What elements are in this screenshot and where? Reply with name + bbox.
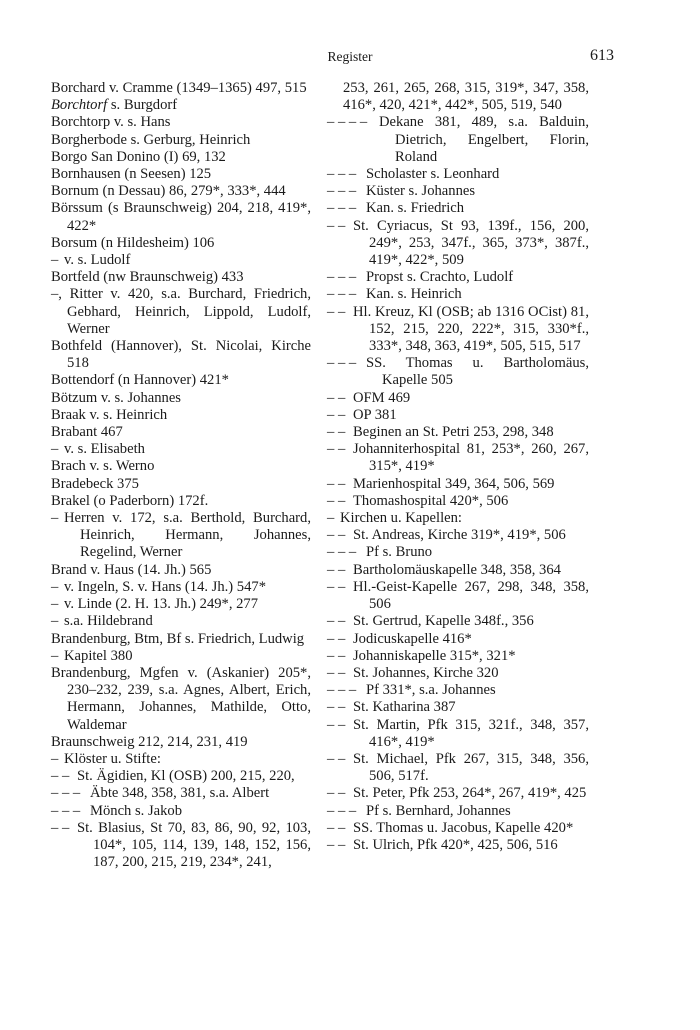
index-entry [51, 803, 311, 820]
entry-text: Thomashospital 420*, 506 [353, 492, 509, 509]
level-dash: – – [327, 613, 346, 630]
entry-text: Jodicuskapelle 416* [353, 630, 472, 647]
entry-text: St. Michael, Pfk 267, 315, 348, 356, 506, 517f. [353, 750, 589, 785]
page-header [0, 47, 700, 67]
entry-text: OP 381 [353, 406, 397, 423]
entry-text: St. Peter, Pfk 253, 264*, 267, 419*, 425 [353, 785, 587, 802]
running-title: Register [327, 49, 373, 64]
entry-text: St. Johannes, Kirche 320 [353, 664, 499, 681]
level-dash: – – [327, 492, 346, 509]
index-entry [51, 183, 311, 200]
index-entry [327, 355, 589, 389]
index-entry [51, 372, 311, 389]
level-dash: – – [327, 699, 346, 716]
index-entry [327, 114, 589, 166]
entry-text: s.a. Hildebrand [64, 613, 153, 630]
entry-text: Propst s. Crachto, Ludolf [366, 269, 514, 286]
entry-text: v. s. Ludolf [64, 252, 131, 269]
entry-text: Hl.-Geist-Kapelle 267, 298, 348, 358, 506 [353, 578, 589, 613]
index-entry [51, 562, 311, 579]
entry-text: Bötzum v. s. Johannes [51, 389, 181, 406]
index-entry [327, 803, 589, 820]
entry-text: Marienhospital 349, 364, 506, 569 [353, 475, 555, 492]
entry-text: Borgo San Donino (I) 69, 132 [51, 148, 226, 165]
entry-text: Johanniterhospital 81, 253*, 260, 267, 315*, 419* [353, 441, 589, 475]
entry-text: Borchard v. Cramme (1349–1365) 497, 515 [51, 80, 307, 96]
entry-text: St. Ulrich, Pfk 420*, 425, 506, 516 [353, 836, 558, 853]
index-entry [51, 338, 311, 372]
index-entry [327, 820, 589, 837]
level-dash: – [51, 750, 59, 767]
index-entry [327, 837, 589, 854]
entry-text: Hl. Kreuz, Kl (OSB; ab 1316 OCist) 81, 152, 215, 220, 222*, 315, 330*f., 333*, 348, 363, 419*, 505, 515, 517 [353, 303, 589, 355]
entry-text: St. Gertrud, Kapelle 348f., 356 [353, 613, 534, 630]
level-dash: – – [327, 303, 346, 320]
level-dash: – [51, 647, 59, 664]
level-dash: – – [327, 750, 346, 767]
level-dash: – – – [327, 200, 357, 217]
index-entry [327, 200, 589, 217]
index-column-right [327, 80, 589, 854]
level-dash: – – – [327, 286, 357, 303]
index-entry [51, 613, 311, 630]
entry-text: Johanniskapelle 315*, 321* [353, 647, 516, 664]
index-entry [327, 407, 589, 424]
level-dash: – – [327, 664, 346, 681]
entry-text: Brakel (o Paderborn) 172f. [51, 492, 209, 509]
level-dash: – – [327, 716, 346, 733]
index-entry [51, 665, 311, 734]
level-dash: – – – [51, 802, 81, 819]
entry-text: St. Katharina 387 [353, 699, 456, 716]
entry-text: St. Andreas, Kirche 319*, 419*, 506 [353, 527, 566, 544]
index-entry [51, 596, 311, 613]
index-entry [51, 510, 311, 562]
level-dash: – – – – [327, 114, 368, 131]
entry-text: Scholaster s. Leonhard [366, 166, 500, 183]
level-dash: – – [327, 785, 346, 802]
index-entry [327, 648, 589, 665]
level-dash: – – [327, 217, 346, 234]
entry-text: OFM 469 [353, 389, 411, 406]
level-dash: – – [327, 406, 346, 423]
level-dash: – [51, 252, 59, 269]
entry-text: Borsum (n Hildesheim) 106 [51, 234, 215, 251]
entry-text: Herren v. 172, s.a. Berthold, Burchard, Heinrich, Hermann, Johannes, Regelind, Werner [64, 510, 311, 561]
level-dash: – – [327, 561, 346, 578]
index-entry [327, 166, 589, 183]
entry-text: Bottendorf (n Hannover) 421* [51, 372, 229, 389]
level-dash: – – [327, 647, 346, 664]
index-entry [327, 304, 589, 356]
index-entry [327, 631, 589, 648]
index-entry [327, 785, 589, 802]
index-entry [51, 579, 311, 596]
entry-text: Äbte 348, 358, 381, s.a. Albert [90, 785, 270, 802]
level-dash: – [51, 510, 59, 527]
level-dash: – [51, 578, 59, 595]
index-entry [327, 717, 589, 751]
index-entry [51, 235, 311, 252]
index-entry [51, 493, 311, 510]
level-dash: – – [327, 527, 346, 544]
level-dash: – – [327, 475, 346, 492]
level-dash: – – – [327, 544, 357, 561]
index-entry [51, 476, 311, 493]
index-entry [327, 269, 589, 286]
index-entry [51, 820, 311, 872]
index-entry [327, 510, 589, 527]
level-dash: – – – [327, 166, 357, 183]
index-entry [327, 441, 589, 475]
index-entry [327, 682, 589, 699]
index-entry [51, 132, 311, 149]
index-entry [327, 424, 589, 441]
level-dash: – [51, 441, 59, 458]
level-dash: – – [51, 819, 70, 836]
entry-text: Brand v. Haus (14. Jh.) 565 [51, 561, 212, 578]
index-entry [51, 97, 311, 114]
index-entry [51, 407, 311, 424]
index-entry [51, 441, 311, 458]
index-entry [51, 390, 311, 407]
index-entry [51, 269, 311, 286]
entry-text: Kapitel 380 [64, 647, 133, 664]
index-entry [51, 286, 311, 338]
index-entry [51, 114, 311, 131]
level-dash: – – [51, 768, 70, 785]
index-entry [327, 699, 589, 716]
level-dash: – – [327, 630, 346, 647]
entry-text: Pf s. Bruno [366, 544, 433, 561]
level-dash: – – – [327, 355, 357, 372]
level-dash: – – – [327, 802, 357, 819]
entry-text: Bornum (n Dessau) 86, 279*, 333*, 444 [51, 183, 286, 200]
entry-text: St. Cyriacus, St 93, 139f., 156, 200, 249*, 253, 347f., 365, 373*, 387f., 419*, 422*, 509 [353, 217, 589, 269]
entry-text: St. Blasius, St 70, 83, 86, 90, 92, 103, 104*, 105, 114, 139, 148, 152, 156, 187, 200, 215, 219, 234*, 241, [77, 819, 311, 871]
index-column-left [51, 80, 311, 871]
index-entry [51, 751, 311, 768]
level-dash: – – [327, 578, 346, 595]
index-entry [327, 493, 589, 510]
index-entry [327, 613, 589, 630]
entry-text: St. Ägidien, Kl (OSB) 200, 215, 220, [77, 768, 295, 785]
entry-text: Pf 331*, s.a. Johannes [366, 682, 496, 699]
index-entry [327, 665, 589, 682]
index-entry [51, 252, 311, 269]
level-dash: – – [327, 389, 346, 406]
level-dash: – – – [327, 269, 357, 286]
entry-text: Braunschweig 212, 214, 231, 419 [51, 733, 248, 750]
level-dash: – [327, 510, 335, 527]
level-dash: – [51, 613, 59, 630]
index-entry [327, 218, 589, 270]
entry-text: Braak v. s. Heinrich [51, 406, 168, 423]
entry-text: Dekane 381, 489, s.a. Balduin, Dietrich, Engelbert, Florin, Roland [379, 114, 589, 165]
index-entry [327, 476, 589, 493]
level-dash: – – – [327, 183, 357, 200]
index-entry [51, 200, 311, 234]
entry-text: Börssum (s Braunschweig) 204, 218, 419*, 422* [51, 200, 311, 234]
index-entry [51, 648, 311, 665]
entry-text: Bradebeck 375 [51, 475, 139, 492]
index-entry [327, 562, 589, 579]
index-entry [51, 734, 311, 751]
page-number: 613 [590, 47, 614, 64]
index-entry [51, 149, 311, 166]
entry-text: Bothfeld (Hannover), St. Nicolai, Kirche 518 [51, 338, 311, 372]
entry-text: SS. Thomas u. Bartholomäus, Kapelle 505 [366, 355, 589, 389]
index-entry [327, 390, 589, 407]
index-entry [327, 751, 589, 785]
level-dash: – – [327, 424, 346, 441]
index-entry [327, 80, 589, 114]
level-dash: – – [327, 836, 346, 853]
entry-text: Brandenburg, Mgfen v. (Askanier) 205*, 230–232, 239, s.a. Agnes, Albert, Erich, Hermann, Johannes, Mathilde, Otto, Waldemar [51, 664, 311, 733]
entry-text: Kan. s. Heinrich [366, 286, 462, 303]
entry-text: v. s. Elisabeth [64, 441, 145, 458]
entry-text: Brandenburg, Btm, Bf s. Friedrich, Ludwig [51, 630, 305, 647]
entry-text: Kan. s. Friedrich [366, 200, 465, 217]
entry-text: Beginen an St. Petri 253, 298, 348 [353, 424, 554, 441]
entry-text: Bartholomäuskapelle 348, 358, 364 [353, 561, 561, 578]
entry-text: Mönch s. Jakob [90, 802, 183, 819]
index-entry [51, 424, 311, 441]
index-entry [51, 166, 311, 183]
index-entry [327, 286, 589, 303]
entry-text: Brabant 467 [51, 424, 123, 441]
entry-text: 253, 261, 265, 268, 315, 319*, 347, 358, 416*, 420, 421*, 442*, 505, 519, 540 [343, 80, 589, 114]
level-dash: – – [327, 819, 346, 836]
entry-text: Küster s. Johannes [366, 183, 476, 200]
entry-text: Brach v. s. Werno [51, 458, 155, 475]
index-entry [327, 527, 589, 544]
level-dash: – – [327, 441, 346, 458]
index-entry [51, 768, 311, 785]
index-entry [327, 183, 589, 200]
entry-text: Pf s. Bernhard, Johannes [366, 802, 511, 819]
entry-text: Kirchen u. Kapellen: [340, 510, 462, 527]
entry-text: Bortfeld (nw Braunschweig) 433 [51, 269, 244, 286]
index-entry [327, 579, 589, 613]
entry-text: SS. Thomas u. Jacobus, Kapelle 420* [353, 819, 574, 836]
index-entry [51, 785, 311, 802]
entry-text: v. Ingeln, S. v. Hans (14. Jh.) 547* [64, 578, 266, 595]
entry-text: St. Martin, Pfk 315, 321f., 348, 357, 416*, 419* [353, 716, 589, 750]
entry-text: Borchtorf s. Burgdorf [51, 97, 178, 114]
index-entry [51, 458, 311, 475]
entry-text: –, Ritter v. 420, s.a. Burchard, Friedrich, Gebhard, Heinrich, Lippold, Ludolf, Werner [51, 286, 311, 337]
index-entry [51, 80, 311, 97]
entry-text: Borgherbode s. Gerburg, Heinrich [51, 131, 251, 148]
entry-text: Bornhausen (n Seesen) 125 [51, 166, 212, 183]
index-entry [51, 631, 311, 648]
entry-text: Borchtorp v. s. Hans [51, 114, 171, 131]
level-dash: – [51, 596, 59, 613]
index-entry [327, 544, 589, 561]
level-dash: – – – [51, 785, 81, 802]
level-dash: – – – [327, 682, 357, 699]
entry-text: v. Linde (2. H. 13. Jh.) 249*, 277 [64, 596, 259, 613]
entry-text: Klöster u. Stifte: [64, 750, 161, 767]
